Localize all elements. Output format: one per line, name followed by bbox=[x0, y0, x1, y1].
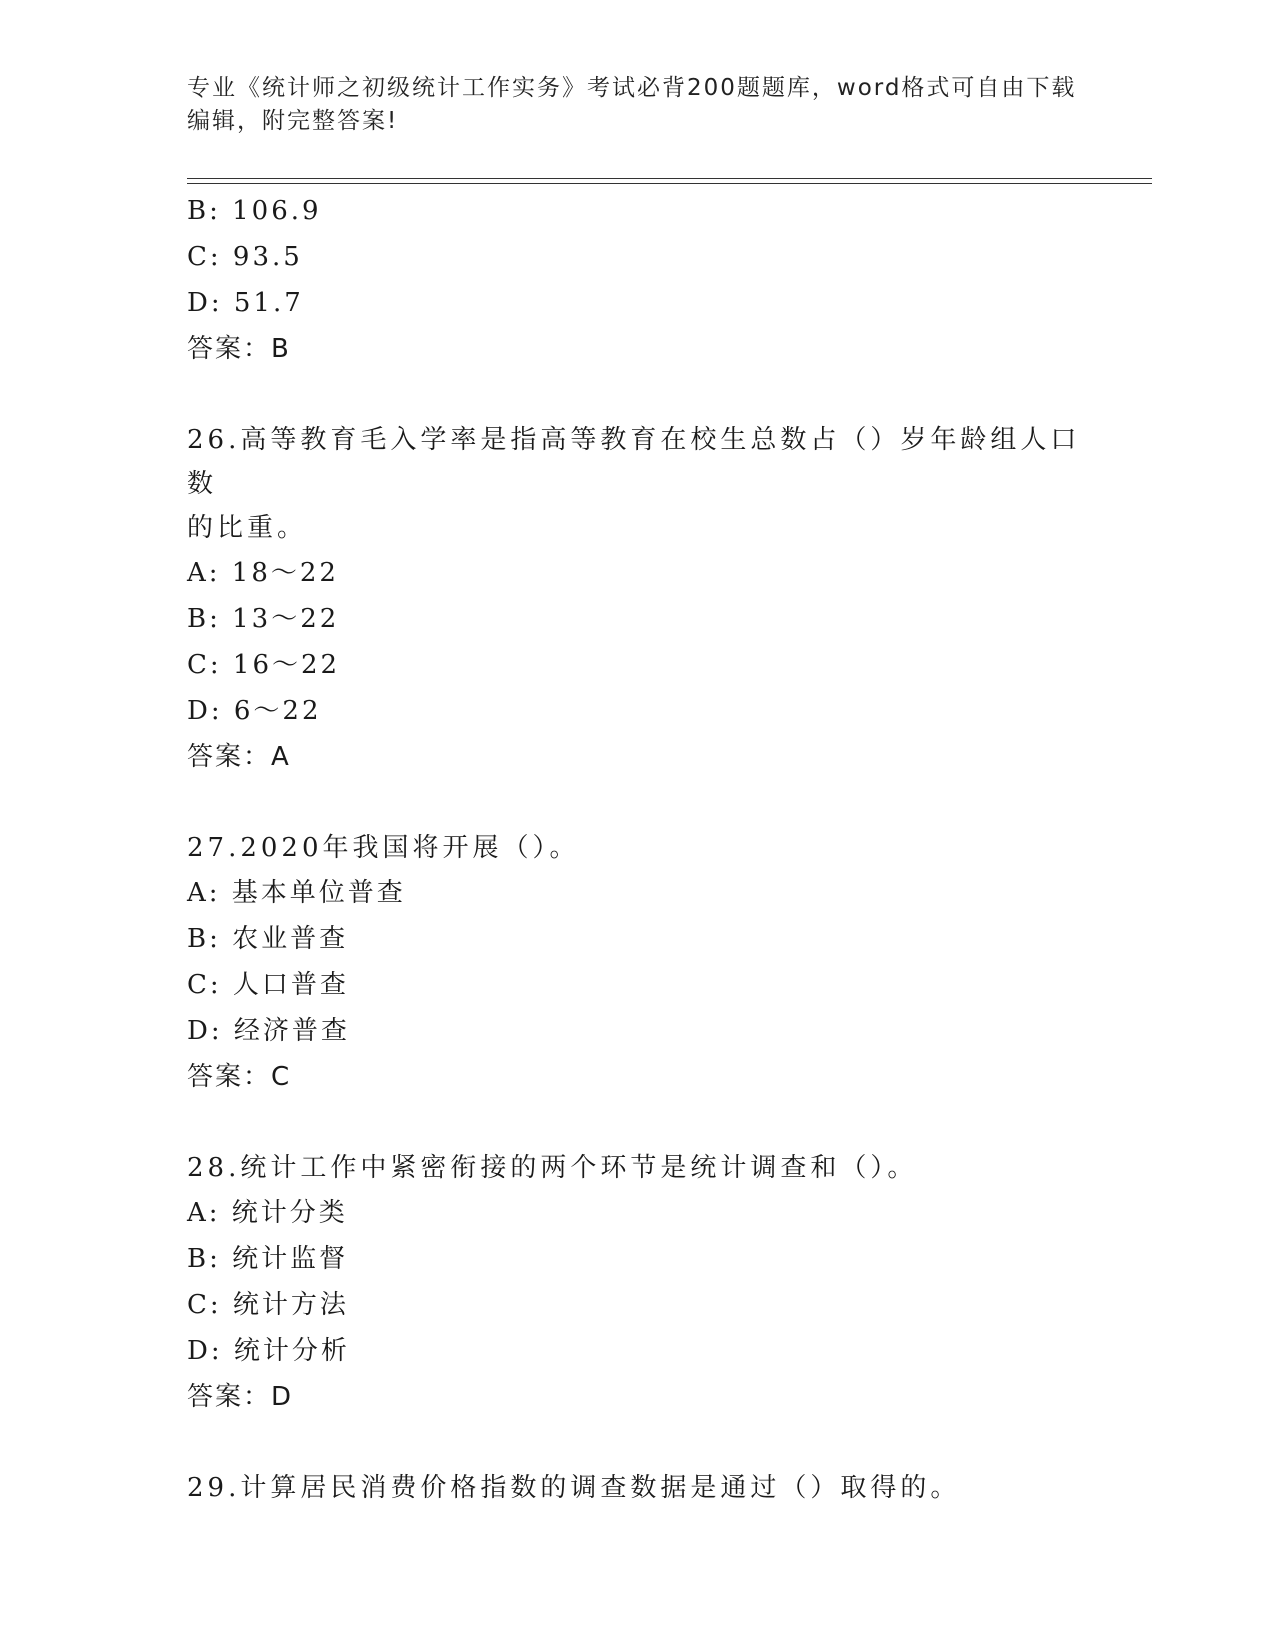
question-stem: 27.2020年我国将开展（）。 bbox=[187, 833, 580, 863]
option-b: B: 农业普查 bbox=[187, 924, 349, 954]
document-body bbox=[187, 188, 1087, 1510]
option-a: A: 基本单位普查 bbox=[187, 878, 406, 908]
spacer bbox=[187, 1420, 1087, 1466]
header-divider-top bbox=[187, 178, 1152, 179]
option-a: A: 18～22 bbox=[187, 558, 339, 588]
header-line-1: 专业《统计师之初级统计工作实务》考试必背200题题库，word格式可自由下载 bbox=[187, 75, 1077, 101]
option-c: C: 统计方法 bbox=[187, 1290, 349, 1320]
answer-line: 答案：D bbox=[187, 1382, 294, 1412]
option-c: C: 16～22 bbox=[187, 650, 341, 680]
question-29 bbox=[187, 1466, 1087, 1510]
option-d: D: 经济普查 bbox=[187, 1016, 350, 1046]
answer-line: 答案：B bbox=[187, 334, 291, 364]
question-28 bbox=[187, 1146, 1087, 1420]
question-27 bbox=[187, 826, 1087, 1100]
option-b: B: 106.9 bbox=[187, 196, 322, 226]
question-stem: 29.计算居民消费价格指数的调查数据是通过（）取得的。 bbox=[187, 1473, 961, 1503]
spacer bbox=[187, 780, 1087, 826]
page-header bbox=[187, 72, 1087, 138]
question-stem-line-2: 的比重。 bbox=[187, 513, 308, 543]
spacer bbox=[187, 372, 1087, 418]
question-stem-line-1: 26.高等教育毛入学率是指高等教育在校生总数占（）岁年龄组人口数 bbox=[187, 425, 1081, 499]
option-d: D: 统计分析 bbox=[187, 1336, 350, 1366]
option-c: C: 93.5 bbox=[187, 242, 303, 272]
option-b: B: 统计监督 bbox=[187, 1244, 349, 1274]
header-line-2: 编辑，附完整答案! bbox=[187, 108, 399, 134]
answer-line: 答案：C bbox=[187, 1062, 292, 1092]
spacer bbox=[187, 1100, 1087, 1146]
option-d: D: 51.7 bbox=[187, 288, 304, 318]
question-25-continuation bbox=[187, 188, 1087, 372]
answer-line: 答案：A bbox=[187, 742, 291, 772]
option-b: B: 13～22 bbox=[187, 604, 340, 634]
option-d: D: 6～22 bbox=[187, 696, 322, 726]
option-a: A: 统计分类 bbox=[187, 1198, 348, 1228]
header-divider-bottom bbox=[187, 183, 1152, 184]
question-stem bbox=[187, 418, 1087, 550]
question-stem: 28.统计工作中紧密衔接的两个环节是统计调查和（）。 bbox=[187, 1153, 918, 1183]
option-c: C: 人口普查 bbox=[187, 970, 349, 1000]
question-26 bbox=[187, 418, 1087, 780]
